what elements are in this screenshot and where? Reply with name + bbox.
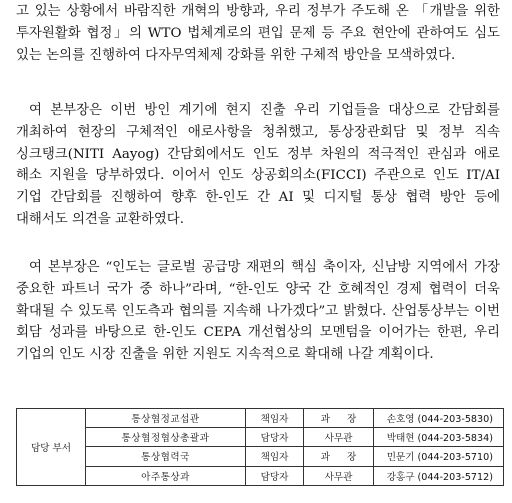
contact-rank: 과 장 <box>304 447 374 466</box>
contact-person: 강홍구 (044-203-5712) <box>374 466 504 485</box>
body-paragraph: 여 본부장은 “인도는 글로벌 공급망 재편의 핵심 축이자, 신남방 지역에서 가장 중요한 파트너 국가 중 하나”라며, “한-인도 양국 간 호혜적인 경제 협력이 더욱 확대될 수 있도록 인도측과 협의를 지속해 나가겠다”고 밝혔다. 산업통상부는 이번 회담 성과를 바탕으로 한-인도 CEPA 개선협상의 모멘텀을 이어가는 한편, 우리 기업의 인도 시장 진출을 위한 지원도 지속적으로 확대해 나갈 계획이다. <box>16 260 500 363</box>
body-paragraph: 여 본부장은 이번 방인 계기에 현지 진출 우리 기업들을 대상으로 간담회를 개최하여 현장의 구체적인 애로사항을 청취했고, 통상장관회담 및 정부 직속 싱크탱크(NITI Aayog) 간담회에서도 인도 정부 차원의 적극적인 관심과 애로 해소 지원을 당부하였다. 이어서 인도 상공회의소(FICCI) 주관으로 인도 IT/AI 기업 간담회를 진행하여 향후 한-인도 간 AI 및 디지털 통상 협력 방안 등에 대해서도 의견을 교환하였다. <box>16 103 500 227</box>
contact-role: 담당자 <box>246 466 304 485</box>
table-row <box>17 409 504 428</box>
table-row <box>17 466 504 485</box>
table-row <box>17 428 504 447</box>
department-name: 통상협정교섭관 <box>86 409 246 428</box>
contact-table <box>16 408 504 486</box>
department-name: 통상협정협상총괄과 <box>86 428 246 447</box>
contact-rank: 사무관 <box>304 428 374 447</box>
department-name: 통상협력국 <box>86 447 246 466</box>
contact-person: 민문기 (044-203-5710) <box>374 447 504 466</box>
contact-person: 박태현 (044-203-5834) <box>374 428 504 447</box>
contact-rank: 사무관 <box>304 466 374 485</box>
body-paragraph: 고 있는 상황에서 바람직한 개혁의 방향과, 우리 정부가 주도해 온 「개발을 위한 투자원활화 협정」의 WTO 법체계로의 편입 문제 등 주요 현안에 관하여도 심도 있는 논의를 진행하여 다자무역체제 강화를 위한 구체적 방안을 모색하였다. <box>16 4 500 63</box>
department-name: 아주통상과 <box>86 466 246 485</box>
table-row <box>17 447 504 466</box>
contact-rank: 과 장 <box>304 409 374 428</box>
contact-role: 책임자 <box>246 447 304 466</box>
contact-role: 담당자 <box>246 428 304 447</box>
contact-person: 손호영 (044-203-5830) <box>374 409 504 428</box>
responsible-department-header: 담당 부서 <box>17 409 86 486</box>
contact-role: 책임자 <box>246 409 304 428</box>
